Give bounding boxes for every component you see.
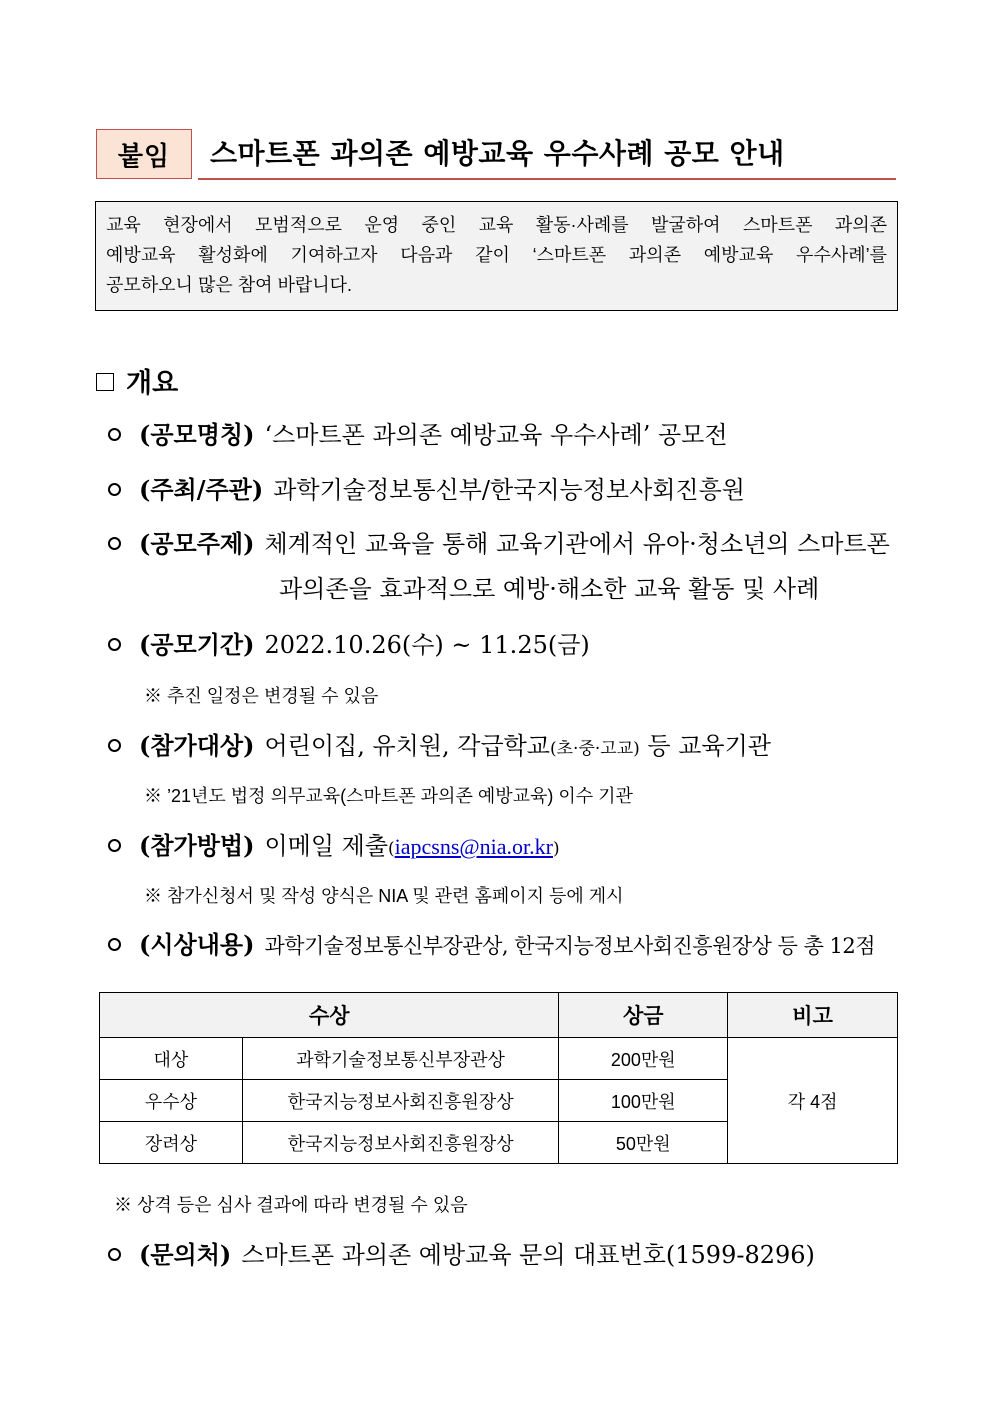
email-link[interactable]: iapcsns@nia.or.kr (394, 834, 553, 859)
list-item-contact (108, 1237, 815, 1273)
header-remark: 비고 (728, 993, 898, 1038)
item-text: 2022.10.26(수) ~ 11.25(금) (264, 631, 590, 659)
list-item-organizer (108, 472, 745, 508)
item-text: 과학기술정보통신부장관상, 한국지능정보사회진흥원장상 등 총 12점 (264, 934, 876, 958)
list-item-method (108, 828, 560, 867)
table-row (100, 1038, 898, 1080)
paren-close: ) (553, 839, 560, 859)
intro-line: 공모하오니 많은 참여 바랍니다. (106, 275, 353, 295)
item-label: (공모주제) (139, 529, 255, 558)
circle-bullet-icon (108, 483, 121, 496)
cell-remark: 각 4점 (728, 1038, 898, 1164)
list-item-contest-name (108, 417, 728, 453)
cell-award: 한국지능정보사회진흥원장상 (242, 1122, 559, 1164)
intro-line: 교육 현장에서 모범적으로 운영 중인 교육 활동·사례를 발굴하여 스마트폰 과의존 (106, 215, 887, 235)
circle-bullet-icon (108, 428, 121, 441)
item-note: ※ 참가신청서 및 작성 양식은 NIA 및 관련 홈페이지 등에 게시 (144, 886, 624, 906)
item-paren: (초·중·고교) (550, 739, 640, 759)
page-title: 스마트폰 과의존 예방교육 우수사례 공모 안내 (210, 137, 785, 170)
circle-bullet-icon (108, 938, 121, 951)
attachment-tag (96, 129, 192, 179)
item-text: 과학기술정보통신부/한국지능정보사회진흥원 (273, 476, 745, 504)
cell-award: 한국지능정보사회진흥원장상 (242, 1080, 559, 1122)
table-header-row (100, 993, 898, 1038)
cell-grade: 대상 (100, 1038, 243, 1080)
paren-open: ( (388, 839, 395, 859)
item-label: (참가방법) (139, 831, 255, 860)
item-label: (공모기간) (139, 630, 255, 659)
item-label: (시상내용) (139, 930, 255, 959)
cell-prize: 200만원 (559, 1038, 728, 1080)
cell-award: 과학기술정보통신부장관상 (242, 1038, 559, 1080)
list-item-period (108, 627, 590, 663)
circle-bullet-icon (108, 537, 121, 550)
item-text: ‘스마트폰 과의존 예방교육 우수사례’ 공모전 (264, 421, 728, 449)
item-continuation: 과의존을 효과적으로 예방·해소한 교육 활동 및 사례 (279, 575, 820, 603)
intro-line: 예방교육 활성화에 기여하고자 다음과 같이 ‘스마트폰 과의존 예방교육 우수사례’를 (106, 245, 887, 265)
item-label: (주최/주관) (139, 475, 264, 504)
item-label: (문의처) (139, 1240, 232, 1269)
cell-grade: 장려상 (100, 1122, 243, 1164)
title-underline (198, 178, 896, 180)
cell-grade: 우수상 (100, 1080, 243, 1122)
section-heading (96, 364, 178, 404)
table-footnote: ※ 상격 등은 심사 결과에 따라 변경될 수 있음 (114, 1195, 468, 1215)
item-label: (공모명칭) (139, 420, 255, 449)
header-prize: 상금 (559, 993, 728, 1038)
item-text: 체계적인 교육을 통해 교육기관에서 유아·청소년의 스마트폰 (264, 530, 890, 558)
circle-bullet-icon (108, 739, 121, 752)
header-award: 수상 (100, 993, 559, 1038)
item-label: (참가대상) (139, 731, 255, 760)
intro-box (95, 201, 898, 311)
square-bullet-icon (96, 373, 114, 391)
list-item-eligibility (108, 728, 771, 767)
item-text: 어린이집, 유치원, 각급학교 (264, 732, 550, 760)
item-text: 이메일 제출 (264, 832, 389, 860)
cell-prize: 100만원 (559, 1080, 728, 1122)
item-text-after: 등 교육기관 (639, 732, 771, 760)
circle-bullet-icon (108, 839, 121, 852)
attachment-tag-label: 붙임 (117, 141, 171, 172)
list-item-theme (108, 526, 890, 562)
item-note: ※ ’21년도 법정 의무교육(스마트폰 과의존 예방교육) 이수 기관 (144, 786, 633, 806)
circle-bullet-icon (108, 1248, 121, 1261)
section-heading-text: 개요 (126, 368, 179, 399)
item-note: ※ 추진 일정은 변경될 수 있음 (144, 686, 379, 706)
prize-table (99, 992, 898, 1164)
circle-bullet-icon (108, 638, 121, 651)
item-text: 스마트폰 과의존 예방교육 문의 대표번호(1599-8296) (241, 1241, 815, 1269)
cell-prize: 50만원 (559, 1122, 728, 1164)
list-item-awards (108, 927, 875, 964)
